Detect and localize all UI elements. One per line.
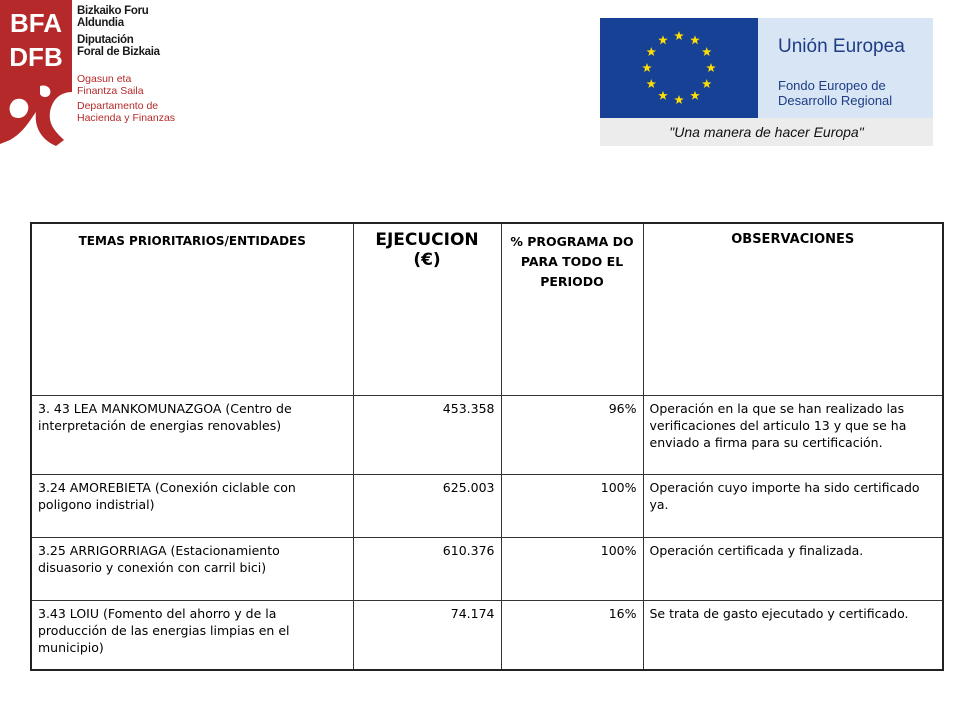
eu-star-icon	[706, 63, 716, 72]
cell-porcentaje: 96%	[501, 396, 643, 475]
bfa-dept-line: Departamento de	[77, 100, 159, 112]
svg-text:BFA: BFA	[10, 8, 62, 38]
bfa-line: Aldundia	[77, 16, 124, 29]
table-row	[31, 475, 943, 538]
bfa-dept-line: Finantza Saila	[77, 84, 144, 97]
cell-tema: 3.43 LOIU (Fomento del ahorro y de la producción de las energias limpias en el municipio)	[31, 601, 353, 671]
bfa-dept-line: Hacienda y Finanzas	[77, 111, 176, 124]
eu-star-icon	[690, 35, 700, 44]
svg-text:DFB: DFB	[9, 42, 63, 72]
eu-star-icon	[658, 35, 668, 44]
cell-porcentaje: 100%	[501, 475, 643, 538]
table-row	[31, 538, 943, 601]
eu-fund-line: Desarrollo Regional	[778, 93, 893, 108]
table-row	[31, 601, 943, 671]
cell-porcentaje: 100%	[501, 538, 643, 601]
eu-star-icon	[702, 47, 712, 56]
priority-themes-table	[30, 222, 944, 671]
cell-tema: 3.24 AMOREBIETA (Conexión ciclable con poligono indistrial)	[31, 475, 353, 538]
cell-ejecucion: 453.358	[353, 396, 501, 475]
cell-observaciones: Se trata de gasto ejecutado y certificado.	[643, 601, 943, 671]
cell-observaciones: Operación en la que se han realizado las verificaciones del articulo 13 y que se ha enviado a firma para su certificación.	[643, 396, 943, 475]
eu-star-icon	[642, 63, 652, 72]
header-temas: TEMAS PRIORITARIOS/ENTIDADES	[31, 223, 353, 396]
header-observaciones: OBSERVACIONES	[643, 223, 943, 396]
eu-star-icon	[690, 91, 700, 100]
header-porcentaje: % PROGRAMA DO PARA TODO EL PERIODO	[501, 223, 643, 396]
bfa-dfb-emblem	[0, 0, 75, 150]
eu-star-icon	[674, 31, 684, 40]
bfa-dfb-logo	[0, 0, 180, 150]
eu-fund-name	[778, 78, 892, 108]
table-header-row	[31, 223, 943, 396]
table-row	[31, 396, 943, 475]
cell-observaciones: Operación cuyo importe ha sido certificado ya.	[643, 475, 943, 538]
eu-star-icon	[674, 95, 684, 104]
eu-title: Unión Europea	[778, 36, 905, 57]
cell-ejecucion: 74.174	[353, 601, 501, 671]
bfa-line: Diputación	[77, 34, 134, 46]
eu-star-icon	[702, 79, 712, 88]
eu-star-icon	[658, 91, 668, 100]
bfa-line: Foral de Bizkaia	[77, 45, 160, 58]
bfa-dept-line: Ogasun eta	[77, 73, 132, 85]
eu-feder-logo	[600, 18, 933, 146]
eu-flag-icon	[600, 18, 758, 118]
eu-star-icon	[647, 79, 657, 88]
eu-text-panel	[758, 18, 933, 118]
eu-star-icon	[647, 47, 657, 56]
bfa-line: Bizkaiko Foru	[77, 5, 149, 17]
cell-ejecucion: 610.376	[353, 538, 501, 601]
eu-fund-line: Fondo Europeo de	[778, 78, 886, 93]
cell-tema: 3. 43 LEA MANKOMUNAZGOA (Centro de interpretación de energias renovables)	[31, 396, 353, 475]
cell-observaciones: Operación certificada y finalizada.	[643, 538, 943, 601]
cell-tema: 3.25 ARRIGORRIAGA (Estacionamiento disuasorio y conexión con carril bici)	[31, 538, 353, 601]
eu-slogan: "Una manera de hacer Europa"	[600, 118, 933, 146]
cell-ejecucion: 625.003	[353, 475, 501, 538]
cell-porcentaje: 16%	[501, 601, 643, 671]
header-ejecucion: EJECUCION (€)	[353, 223, 501, 396]
